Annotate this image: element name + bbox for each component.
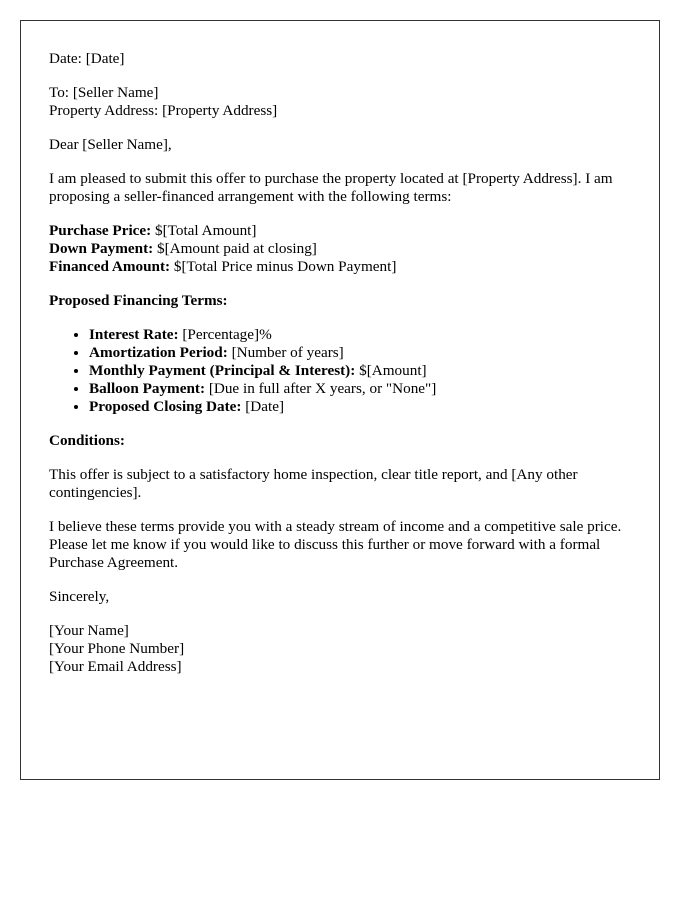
- purchase-price-label: Purchase Price:: [49, 222, 152, 239]
- financing-terms-list: [49, 326, 631, 416]
- financed-amount-value: $[Total Price minus Down Payment]: [173, 258, 397, 275]
- signature-name: [Your Name]: [49, 622, 129, 639]
- purchase-price-line: [49, 222, 631, 240]
- to-label: To:: [49, 84, 70, 101]
- property-address-label: Property Address:: [49, 102, 159, 119]
- monthly-payment-item: [89, 362, 631, 380]
- signature-block: [49, 622, 631, 676]
- amounts-block: [49, 222, 631, 276]
- balloon-payment-value: [Due in full after X years, or "None"]: [208, 380, 437, 397]
- closing-date-value: [Date]: [245, 398, 285, 415]
- amortization-period-value: [Number of years]: [231, 344, 344, 361]
- conditions-heading: Conditions:: [49, 432, 125, 449]
- interest-rate-item: [89, 326, 631, 344]
- financed-amount-line: [49, 258, 631, 276]
- date-value: [Date]: [85, 50, 125, 67]
- monthly-payment-value: $[Amount]: [359, 362, 427, 379]
- financed-amount-label: Financed Amount:: [49, 258, 171, 275]
- property-address-value: [Property Address]: [162, 102, 278, 119]
- closing-paragraph: I believe these terms provide you with a steady stream of income and a competitive sale price. Please let me know if you would like to discuss this further or move forward with a formal Purchase Agreement.: [49, 518, 622, 571]
- date-line: [49, 50, 631, 68]
- closing-date-item: [89, 398, 631, 416]
- down-payment-line: [49, 240, 631, 258]
- financing-heading: Proposed Financing Terms:: [49, 292, 228, 309]
- property-address-line: [49, 102, 631, 120]
- conditions-paragraph: This offer is subject to a satisfactory home inspection, clear title report, and [Any other contingencies].: [49, 466, 578, 501]
- recipient-block: [49, 84, 631, 120]
- monthly-payment-label: Monthly Payment (Principal & Interest):: [89, 362, 356, 379]
- date-label: Date:: [49, 50, 82, 67]
- to-value: [Seller Name]: [72, 84, 159, 101]
- recipient-to-line: [49, 84, 631, 102]
- interest-rate-value: [Percentage]%: [182, 326, 272, 343]
- intro-paragraph: I am pleased to submit this offer to purchase the property located at [Property Address]. I am proposing a seller-financed arrangement with the following terms:: [49, 170, 613, 205]
- down-payment-value: $[Amount paid at closing]: [157, 240, 317, 257]
- balloon-payment-label: Balloon Payment:: [89, 380, 206, 397]
- sign-off: Sincerely,: [49, 588, 110, 605]
- signature-email: [Your Email Address]: [49, 658, 182, 675]
- salutation: Dear [Seller Name],: [49, 136, 172, 153]
- closing-date-label: Proposed Closing Date:: [89, 398, 242, 415]
- letter-page: [20, 20, 660, 780]
- balloon-payment-item: [89, 380, 631, 398]
- interest-rate-label: Interest Rate:: [89, 326, 179, 343]
- down-payment-label: Down Payment:: [49, 240, 154, 257]
- purchase-price-value: $[Total Amount]: [155, 222, 257, 239]
- amortization-period-item: [89, 344, 631, 362]
- signature-phone: [Your Phone Number]: [49, 640, 185, 657]
- amortization-period-label: Amortization Period:: [89, 344, 228, 361]
